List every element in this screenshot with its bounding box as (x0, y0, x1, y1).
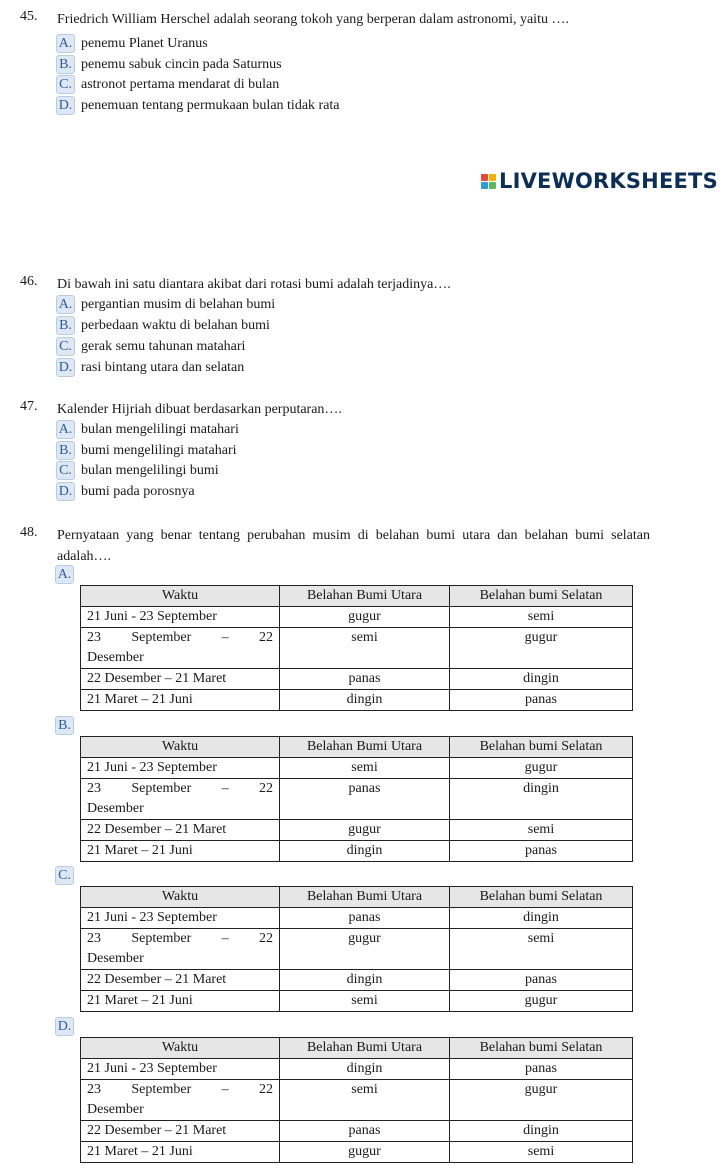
option-letter[interactable]: C. (56, 337, 75, 356)
option-letter[interactable]: B. (56, 441, 75, 460)
north-cell: gugur (280, 1142, 450, 1163)
table-row (81, 1080, 633, 1121)
period-cell: 21 Juni - 23 September (81, 908, 280, 929)
table-row (81, 628, 633, 669)
option-letter[interactable]: C. (55, 866, 74, 885)
period-cell: 23 September – 22 Desember (81, 628, 280, 669)
q46-option-c[interactable] (56, 337, 245, 356)
header-cell: Belahan bumi Selatan (450, 1038, 633, 1059)
q46-option-b[interactable] (56, 316, 270, 335)
header-cell: Belahan Bumi Utara (280, 887, 450, 908)
option-letter[interactable]: A. (56, 34, 75, 53)
period-cell: 21 Maret – 21 Juni (81, 1142, 280, 1163)
option-text: penemuan tentang permukaan bulan tidak rata (81, 97, 340, 113)
south-cell: dingin (450, 1121, 633, 1142)
q46-text: Di bawah ini satu diantara akibat dari rotasi bumi adalah terjadinya…. (57, 277, 451, 292)
north-cell: gugur (280, 820, 450, 841)
q45-option-b[interactable] (56, 55, 282, 74)
option-text: penemu Planet Uranus (81, 35, 208, 51)
q45-number: 45. (20, 9, 38, 24)
option-letter[interactable]: B. (55, 716, 74, 735)
north-cell: panas (280, 779, 450, 820)
option-letter[interactable]: C. (56, 75, 75, 94)
south-cell: semi (450, 1142, 633, 1163)
table-row (81, 669, 633, 690)
q45-option-d[interactable] (56, 96, 340, 115)
option-letter[interactable]: A. (56, 420, 75, 439)
table-row (81, 820, 633, 841)
table-row (81, 779, 633, 820)
q48-option-b[interactable] (55, 716, 80, 735)
option-letter[interactable]: B. (56, 316, 75, 335)
north-cell: dingin (280, 970, 450, 991)
period-cell: 23 September – 22 Desember (81, 929, 280, 970)
option-text: astronot pertama mendarat di bulan (81, 76, 280, 92)
south-cell: gugur (450, 991, 633, 1012)
q47-option-d[interactable] (56, 482, 195, 501)
q48-option-c[interactable] (55, 866, 80, 885)
north-cell: gugur (280, 929, 450, 970)
table-header-row (81, 586, 633, 607)
south-cell: gugur (450, 1080, 633, 1121)
period-cell: 21 Juni - 23 September (81, 758, 280, 779)
header-cell: Belahan bumi Selatan (450, 586, 633, 607)
header-cell: Waktu (81, 1038, 280, 1059)
south-cell: semi (450, 929, 633, 970)
option-text: rasi bintang utara dan selatan (81, 359, 245, 375)
option-text: pergantian musim di belahan bumi (81, 296, 276, 312)
q47-text: Kalender Hijriah dibuat berdasarkan perputaran…. (57, 402, 342, 417)
south-cell: dingin (450, 779, 633, 820)
season-table-c (80, 886, 633, 1012)
table-row (81, 690, 633, 711)
north-cell: semi (280, 991, 450, 1012)
period-cell: 22 Desember – 21 Maret (81, 970, 280, 991)
south-cell: dingin (450, 669, 633, 690)
q48-text: Pernyataan yang benar tentang perubahan musim di belahan bumi utara dan belahan bumi selatan adalah…. (57, 528, 650, 564)
header-cell: Belahan Bumi Utara (280, 737, 450, 758)
period-cell: 22 Desember – 21 Maret (81, 1121, 280, 1142)
header-cell: Belahan bumi Selatan (450, 887, 633, 908)
table-row (81, 1142, 633, 1163)
table-row (81, 929, 633, 970)
table-row (81, 908, 633, 929)
period-cell: 21 Maret – 21 Juni (81, 841, 280, 862)
option-letter[interactable]: C. (56, 461, 75, 480)
option-letter[interactable]: D. (56, 96, 75, 115)
table-row (81, 758, 633, 779)
period-cell: 21 Juni - 23 September (81, 1059, 280, 1080)
header-cell: Belahan bumi Selatan (450, 737, 633, 758)
table-header-row (81, 737, 633, 758)
q48-number: 48. (20, 525, 38, 540)
q46-option-d[interactable] (56, 358, 244, 377)
table-row (81, 970, 633, 991)
table-header-row (81, 1038, 633, 1059)
period-cell: 23 September – 22 Desember (81, 1080, 280, 1121)
q46-option-a[interactable] (56, 295, 275, 314)
option-text: bulan mengelilingi matahari (81, 421, 239, 437)
q48-option-a[interactable] (55, 565, 80, 584)
period-cell: 21 Juni - 23 September (81, 607, 280, 628)
period-cell: 23 September – 22 Desember (81, 779, 280, 820)
period-cell: 22 Desember – 21 Maret (81, 820, 280, 841)
q47-option-b[interactable] (56, 441, 237, 460)
q47-option-c[interactable] (56, 461, 219, 480)
option-letter[interactable]: A. (55, 565, 74, 584)
option-text: bumi pada porosnya (81, 483, 195, 499)
period-cell: 22 Desember – 21 Maret (81, 669, 280, 690)
north-cell: panas (280, 669, 450, 690)
table-row (81, 607, 633, 628)
option-letter[interactable]: A. (56, 295, 75, 314)
q47-number: 47. (20, 399, 38, 414)
option-letter[interactable]: D. (55, 1017, 74, 1036)
table-row (81, 1059, 633, 1080)
option-text: perbedaan waktu di belahan bumi (81, 317, 270, 333)
north-cell: semi (280, 628, 450, 669)
south-cell: semi (450, 820, 633, 841)
q45-option-c[interactable] (56, 75, 279, 94)
table-row (81, 1121, 633, 1142)
period-cell: 21 Maret – 21 Juni (81, 991, 280, 1012)
south-cell: panas (450, 970, 633, 991)
option-letter[interactable]: B. (56, 55, 75, 74)
north-cell: semi (280, 1080, 450, 1121)
south-cell: gugur (450, 758, 633, 779)
table-row (81, 991, 633, 1012)
option-text: penemu sabuk cincin pada Saturnus (81, 56, 282, 72)
q45-option-a[interactable] (56, 34, 208, 53)
q47-option-a[interactable] (56, 420, 239, 439)
north-cell: dingin (280, 841, 450, 862)
q46-number: 46. (20, 274, 38, 289)
south-cell: gugur (450, 628, 633, 669)
option-text: gerak semu tahunan matahari (81, 338, 246, 354)
brand-name: LIVEWORKSHEETS (499, 169, 718, 193)
option-letter[interactable]: D. (56, 358, 75, 377)
header-cell: Belahan Bumi Utara (280, 586, 450, 607)
season-table-d (80, 1037, 633, 1163)
south-cell: panas (450, 690, 633, 711)
north-cell: gugur (280, 607, 450, 628)
header-cell: Waktu (81, 737, 280, 758)
season-table-b (80, 736, 633, 862)
option-text: bulan mengelilingi bumi (81, 462, 219, 478)
liveworksheets-logo (481, 169, 718, 193)
option-text: bumi mengelilingi matahari (81, 442, 237, 458)
north-cell: panas (280, 1121, 450, 1142)
liveworksheets-logo-icon (481, 174, 496, 189)
north-cell: dingin (280, 1059, 450, 1080)
north-cell: dingin (280, 690, 450, 711)
table-row (81, 841, 633, 862)
south-cell: semi (450, 607, 633, 628)
header-cell: Belahan Bumi Utara (280, 1038, 450, 1059)
south-cell: panas (450, 841, 633, 862)
header-cell: Waktu (81, 586, 280, 607)
q48-option-d[interactable] (55, 1017, 80, 1036)
season-table-a (80, 585, 633, 711)
period-cell: 21 Maret – 21 Juni (81, 690, 280, 711)
south-cell: dingin (450, 908, 633, 929)
q45-text: Friedrich William Herschel adalah seorang tokoh yang berperan dalam astronomi, yaitu …. (57, 12, 569, 27)
north-cell: semi (280, 758, 450, 779)
north-cell: panas (280, 908, 450, 929)
option-letter[interactable]: D. (56, 482, 75, 501)
south-cell: panas (450, 1059, 633, 1080)
header-cell: Waktu (81, 887, 280, 908)
table-header-row (81, 887, 633, 908)
